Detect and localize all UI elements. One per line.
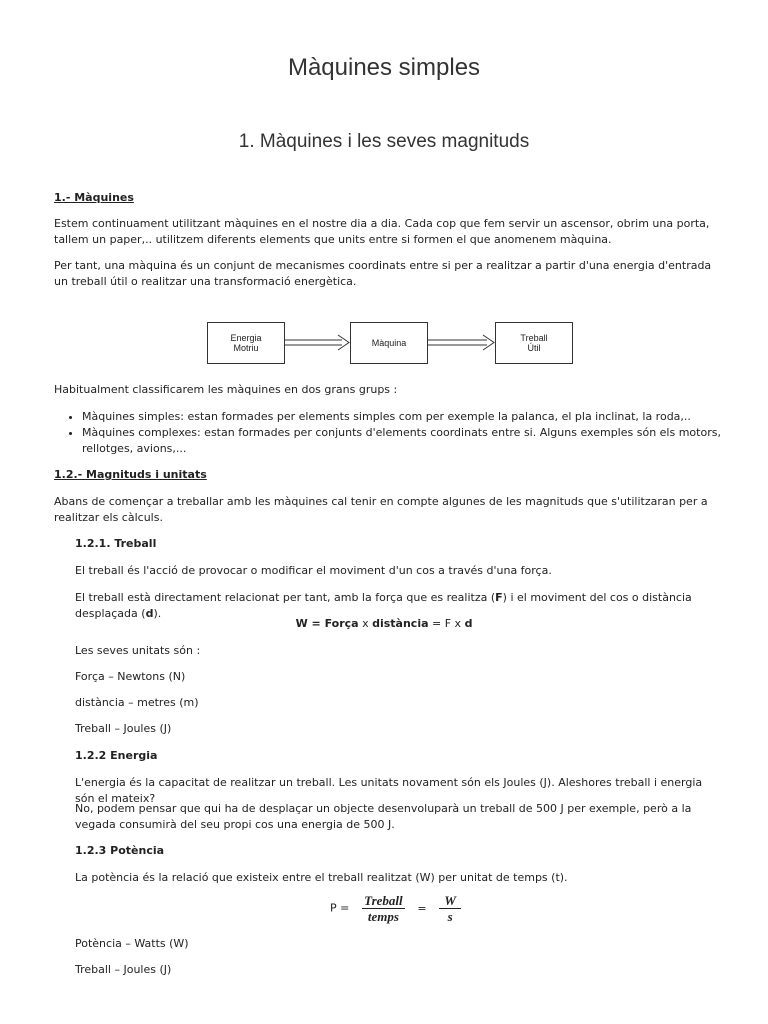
fraction1-denominator: temps — [367, 909, 399, 924]
diagram-box-maquina — [350, 322, 428, 364]
diagram-box1-line1: Energia — [230, 333, 262, 343]
section-heading-maquines: 1.- Màquines — [54, 191, 134, 204]
paragraph-potencia: La potència és la relació que existeix entre el treball realitzat (W) per unitat de temps (t). — [75, 871, 568, 884]
fraction-treball-temps — [362, 893, 405, 924]
paragraph-magnituds: Abans de començar a treballar amb les màquines cal tenir en compte algunes de les magnituds que s'utilitzaran per a realitzar els càlculs. — [54, 495, 708, 524]
classification-intro: Habitualment classificarem les màquines en dos grans grups : — [54, 383, 398, 396]
paragraph-treball-1: El treball és l'acció de provocar o modificar el moviment d'un cos a través d'una força. — [75, 564, 552, 577]
formula-d: d — [464, 617, 473, 630]
paragraph-energia-1: L'energia és la capacitat de realitzar un treball. Les unitats novament són els Joules (J). Aleshores treball i energia són el mateix? — [75, 776, 703, 805]
treball-text-c: ). — [153, 607, 162, 620]
list-item: • Màquines complexes: estan formades per conjunts d'elements coordinats entre si. Alguns exemples són els motors, rellotges, avions,... — [82, 425, 722, 457]
work-formula — [0, 616, 768, 632]
list-item: • Màquines simples: estan formades per elements simples com per exemple la palanca, el pla inclinat, la roda,.. — [82, 409, 722, 425]
unit-forca: Força – Newtons (N) — [75, 670, 186, 683]
formula-equals: = — [417, 901, 427, 915]
fraction2-denominator: s — [447, 909, 453, 924]
unit-treball-joules: Treball – Joules (J) — [75, 963, 172, 976]
paragraph-energia-2: No, podem pensar que qui ha de desplaçar un objecte desenvoluparà un treball de 500 J per exemple, però a la vegada consumirà del seu propi cos una energia de 500 J. — [75, 802, 692, 831]
diagram-box1-line2: Motriu — [233, 343, 259, 353]
diagram-box2-label: Màquina — [371, 338, 407, 348]
subsection-heading-energia: 1.2.2 Energia — [75, 749, 158, 762]
chapter-title: 1. Màquines i les seves magnituds — [238, 131, 530, 152]
fraction-w-s — [439, 893, 461, 924]
symbol-F: F — [495, 591, 503, 604]
section-heading-magnituds: 1.2.- Magnituds i unitats — [54, 468, 207, 481]
diagram-box3-line2: Útil — [527, 343, 541, 353]
subsection-heading-potencia: 1.2.3 Potència — [75, 844, 165, 857]
power-formula — [330, 893, 461, 929]
formula-times: x — [358, 617, 373, 630]
diagram-box3-line1: Treball — [520, 333, 548, 343]
diagram-box-energia-motriu — [207, 322, 285, 364]
subsection-heading-treball: 1.2.1. Treball — [75, 537, 157, 550]
energy-flow-diagram — [207, 320, 587, 366]
units-intro: Les seves unitats són : — [75, 644, 201, 657]
paragraph-maquines-1: Estem continuament utilitzant màquines en el nostre dia a dia. Cada cop que fem servir un ascensor, obrim una porta, tallem un paper,.. utilitzem diferents elements que units entre si formen el que anomenem màquina. — [54, 217, 710, 246]
unit-distancia: distància – metres (m) — [75, 696, 199, 709]
diagram-box-treball-util — [495, 322, 573, 364]
fraction2-numerator: W — [439, 893, 461, 909]
formula-p-equals: P = — [330, 901, 350, 915]
formula-rest: = F x — [428, 617, 465, 630]
diagram-arrow-2 — [427, 334, 495, 352]
symbol-d: d — [145, 607, 154, 620]
formula-w-forca: W = Força — [295, 617, 359, 630]
page-title: Màquines simples — [287, 54, 481, 81]
fraction1-numerator: Treball — [364, 893, 403, 908]
formula-distancia: distància — [372, 617, 429, 630]
paragraph-maquines-2: Per tant, una màquina és un conjunt de mecanismes coordinats entre si per a realitzar a partir d'una energia d'entrada un treball útil o realitzar una transformació energètica. — [54, 259, 712, 288]
treball-text-b: ) i el moviment del cos o distància desplaçada ( — [75, 591, 692, 620]
unit-potencia: Potència – Watts (W) — [75, 937, 189, 950]
machine-types-list — [54, 409, 722, 457]
unit-treball: Treball – Joules (J) — [75, 722, 172, 735]
diagram-arrow-1 — [284, 334, 350, 352]
treball-text-a: El treball està directament relacionat per tant, amb la força que es realitza ( — [75, 591, 496, 604]
